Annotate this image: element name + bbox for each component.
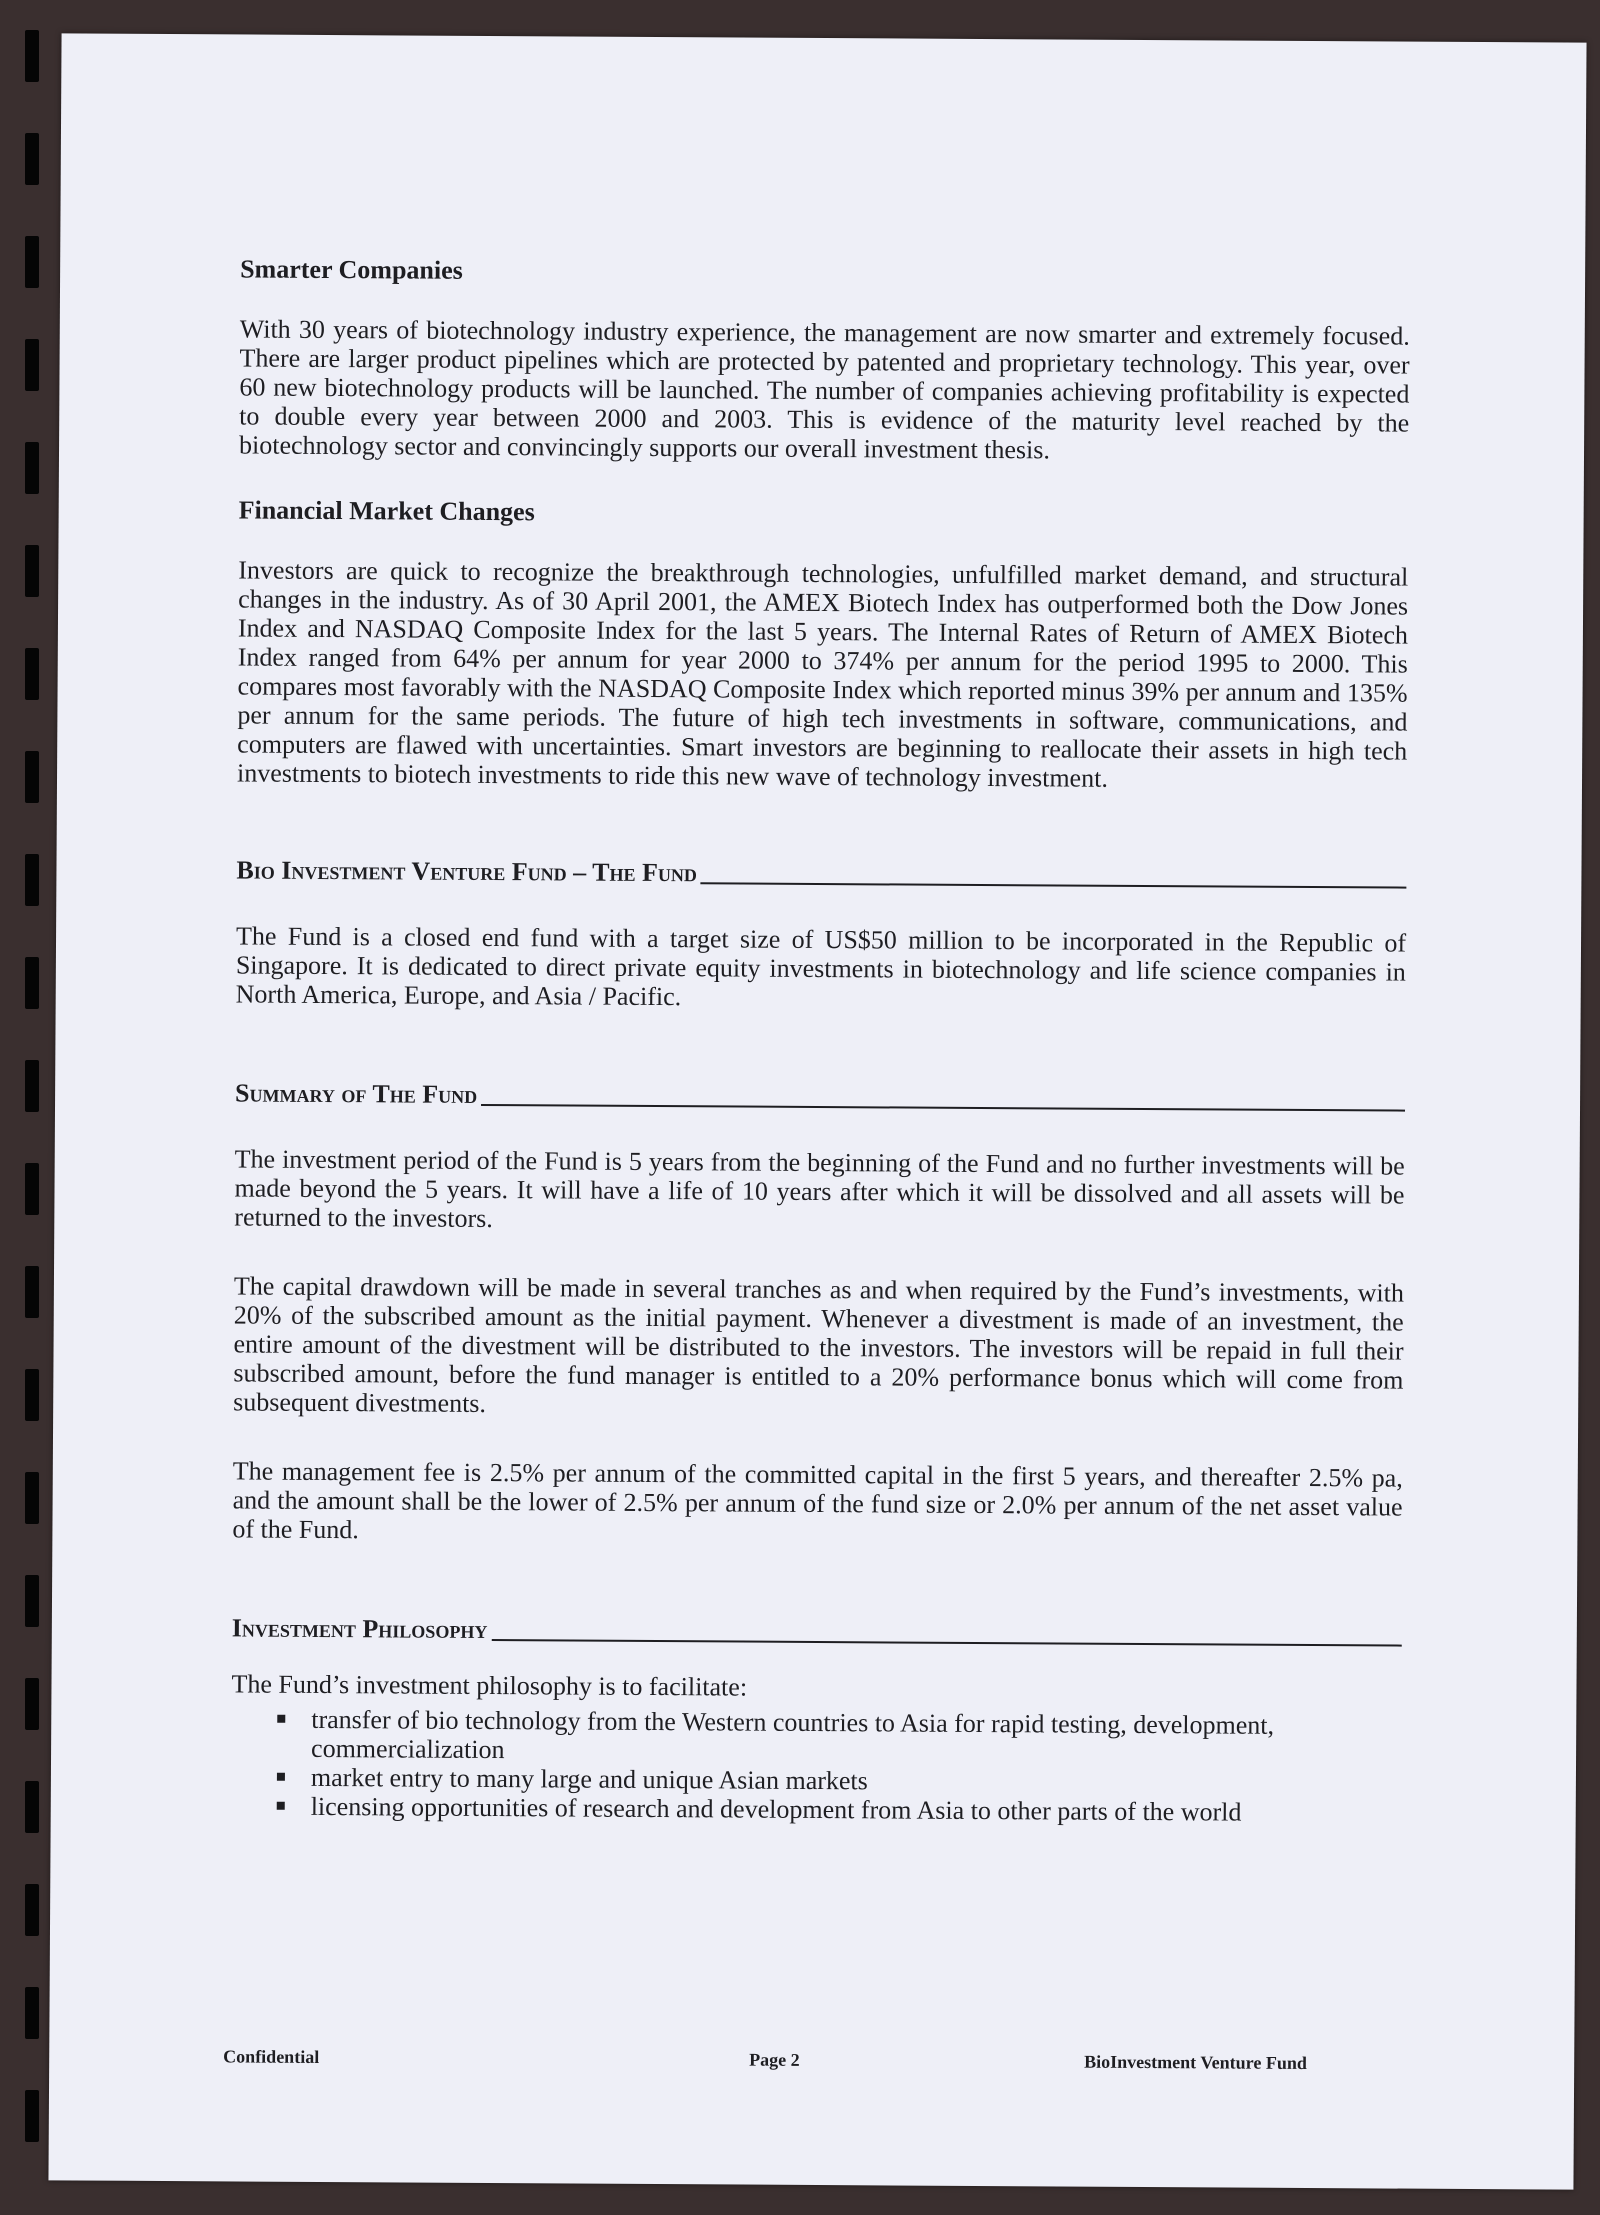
paragraph-summary-2: The capital drawdown will be made in several tranches as and when required by the Fund’s investments, with 20% of the subscribed amount as the initial payment. Whenever a divestment is made of an investment, the entire amount of the divestment will be distributed to the investors. The investors will be repaid in full their subscribed amount, before the fund manager is entitled to a 20% performance bonus which will come from subsequent divestments.: [233, 1271, 1404, 1418]
section-heading-philosophy: [232, 1613, 1402, 1650]
philosophy-bullet-list: [231, 1704, 1402, 1827]
footer-confidential: Confidential: [223, 2046, 320, 2067]
list-item: [231, 1791, 1401, 1827]
section-heading-the-fund: [236, 855, 1406, 892]
section-title-the-fund: Bio Investment Venture Fund – The Fund: [236, 855, 697, 888]
heading-smarter-companies: Smarter Companies: [240, 254, 463, 285]
heading-rule: [481, 1104, 1405, 1112]
spiral-binding: [0, 0, 40, 2215]
footer-fund-name: BioInvestment Venture Fund: [1084, 2051, 1307, 2074]
footer-page-number: Page 2: [749, 2049, 800, 2070]
paragraph-the-fund: The Fund is a closed end fund with a target size of US$50 million to be incorporated in the Republic of Singapore. It is dedicated to direct private equity investments in biotechnology and life science companies in North America, Europe, and Asia / Pacific.: [235, 921, 1407, 1012]
document-page: [48, 33, 1586, 2189]
heading-financial-market-changes: Financial Market Changes: [238, 495, 535, 527]
section-title-philosophy: Investment Philosophy: [231, 1613, 488, 1644]
square-bullet-icon: [277, 1773, 285, 1781]
list-item-text: transfer of bio technology from the Western countries to Asia for rapid testing, development, commercialization: [311, 1704, 1275, 1765]
section-title-summary: Summary of The Fund: [235, 1078, 478, 1109]
page-content: [231, 216, 1411, 1827]
heading-rule: [701, 882, 1407, 888]
paragraph-financial-market-changes: Investors are quick to recognize the breakthrough technologies, unfulfilled market demand, and structural changes in the industry. As of 30 April 2001, the AMEX Biotech Index has outperformed both the Dow Jones Index and NASDAQ Composite Index for the last 5 years. The Internal Rates of Return of AMEX Biotech Index ranged from 64% per annum for year 2000 to 374% per annum for the period 1995 to 2000. This compares most favorably with the NASDAQ Composite Index which reported minus 39% per annum and 135% per annum for the same periods. The future of high tech investments in software, communications, and computers are flawed with uncertainties. Smart investors are beginning to reallocate their assets in high tech investments to biotech investments to ride this new wave of technology investment.: [236, 555, 1409, 793]
paragraph-philosophy-intro: The Fund’s investment philosophy is to facilitate:: [231, 1669, 748, 1702]
square-bullet-icon: [277, 1715, 285, 1723]
section-heading-summary: [235, 1078, 1405, 1115]
list-item: [231, 1704, 1401, 1769]
list-item-text: market entry to many large and unique Asian markets: [310, 1762, 868, 1796]
paragraph-summary-3: The management fee is 2.5% per annum of the committed capital in the first 5 years, and thereafter 2.5% pa, and the amount shall be the lower of 2.5% per annum of the fund size or 2.0% per annum of the net asset value of the Fund.: [232, 1456, 1403, 1545]
heading-rule: [491, 1639, 1401, 1647]
square-bullet-icon: [277, 1802, 285, 1810]
paragraph-smarter-companies: With 30 years of biotechnology industry experience, the management are now smarter and extremely focused. There are larger product pipelines which are protected by patented and proprietary technology. This year, over 60 new biotechnology products will be launched. The number of companies achieving profitability is expected to double every year between 2000 and 2003. This is evidence of the maturity level reached by the biotechnology sector and convincingly supports our overall investment thesis.: [238, 314, 1410, 465]
list-item-text: licensing opportunities of research and development from Asia to other parts of the world: [310, 1791, 1242, 1827]
paragraph-summary-1: The investment period of the Fund is 5 years from the beginning of the Fund and no further investments will be made beyond the 5 years. It will have a life of 10 years after which it will be dissolved and all assets will be returned to the investors.: [234, 1144, 1405, 1234]
